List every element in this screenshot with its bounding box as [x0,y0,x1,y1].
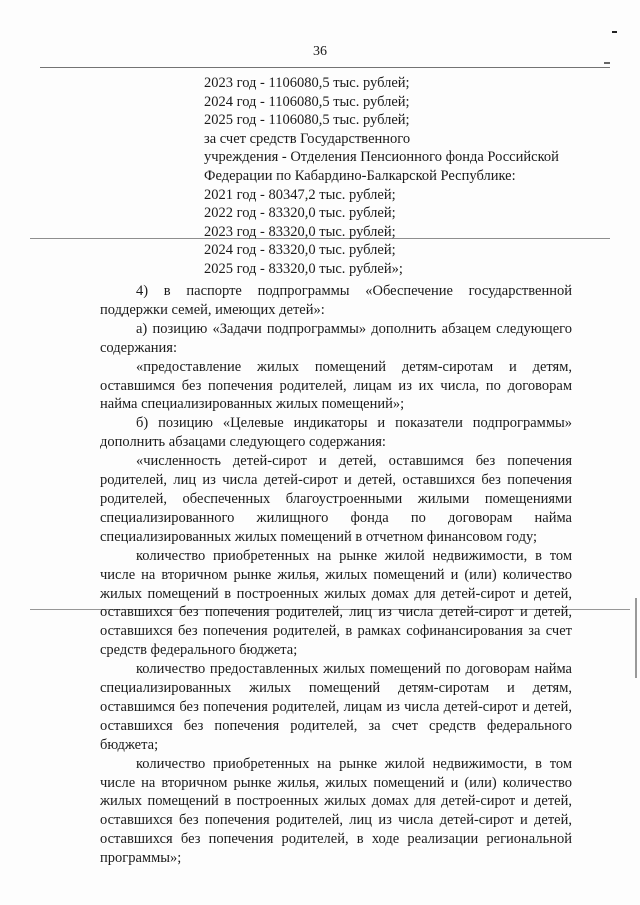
paragraph-passport: 4) в паспорте подпрограммы «Обеспечение государственной поддержки семей, имеющих детей»: [100,283,572,318]
funding-line: 2023 год - 83320,0 тыс. рублей; [204,223,396,240]
funding-block [204,74,584,279]
funding-line: учреждения - Отделения Пенсионного фонда Российской [204,149,559,166]
funding-line: 2021 год - 80347,2 тыс. рублей; [204,186,396,203]
paragraph-item-b: б) позицию «Целевые индикаторы и показатели подпрограммы» дополнить абзацами следующего содержания: [100,415,572,451]
scan-edge-bar [635,598,637,678]
amendments-text [100,282,572,868]
page-number: 36 [313,44,327,59]
funding-line: 2024 год - 1106080,5 тыс. рублей; [204,93,410,110]
funding-line: 2025 год - 1106080,5 тыс. рублей; [204,112,410,129]
funding-line: за счет средств Государственного [204,130,411,147]
paragraph-quote-tasks: «предоставление жилых помещений детям-сиротам и детям, оставшимся без попечения родителей, лицам из их числа, по договорам найма специализированных жилых помещений»; [100,358,572,413]
paragraph-indicator-2: количество приобретенных на рынке жилой недвижимости, в том числе на вторичном рынке жилья, жилых помещений и (или) количество жилых помещений в построенных жилых домах для детей-сирот и детей, оставшихся без попечения родителей, лиц из числа детей-сирот и детей, оставшихся без попечения родителей, в рамках софинансирования за счет средств федерального бюджета; [100,547,572,659]
paragraph-indicator-3: количество предоставленных жилых помещений по договорам найма специализированных жилых помещений детям-сиротам и детям, оставшимся без попечения родителей, лицам из числа детей-сирот и детей, оставшихся без попечения родителей, за счет средств федерального бюджета; [100,661,572,753]
paragraph-item-a: а) позицию «Задачи подпрограммы» дополнить абзацем следующего содержания: [100,320,572,356]
scan-line-top [40,67,610,68]
funding-line: 2022 год - 83320,0 тыс. рублей; [204,205,396,222]
funding-line: 2023 год - 1106080,5 тыс. рублей; [204,75,410,91]
funding-line: Федерации по Кабардино-Балкарской Республике: [204,167,516,184]
paragraph-indicator-1: «численность детей-сирот и детей, оставшимся без попечения родителей, лиц из числа детей-сирот и детей, оставшихся без попечения родителей, обеспеченных благоустроенными жилыми помещениями специализированного жилищного фонда по договорам найма специализированных жилых помещений в отчетном финансовом году; [100,453,572,545]
scan-mark-corner [604,62,610,64]
funding-line: 2025 год - 83320,0 тыс. рублей»; [204,260,403,277]
paragraph-indicator-4: количество приобретенных на рынке жилой недвижимости, в том числе на вторичном рынке жилья, жилых помещений и (или) количество жилых помещений в построенных жилых домах для детей-сирот и детей, оставшихся без попечения родителей, лиц из числа детей-сирот и детей, оставшихся без попечения родителей, в ходе реализации региональной программы»; [100,755,572,867]
scan-mark-top-right [612,31,617,33]
funding-line: 2024 год - 83320,0 тыс. рублей; [204,242,396,259]
